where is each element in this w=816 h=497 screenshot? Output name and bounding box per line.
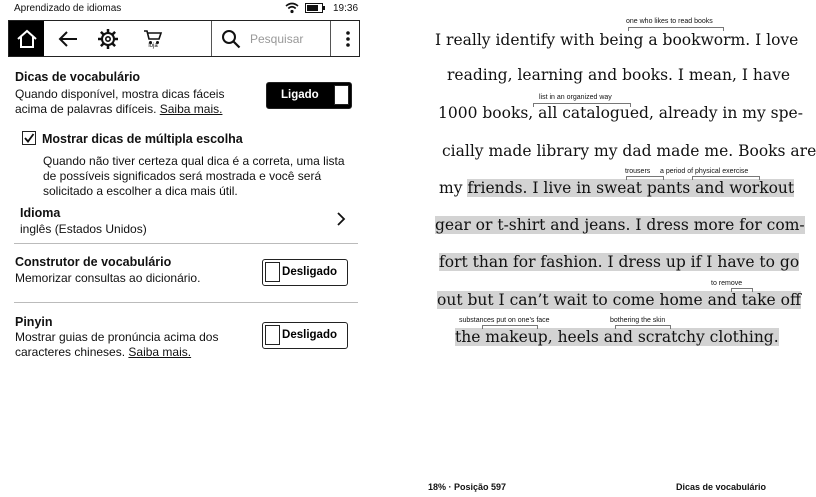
multiple-choice-desc-line3: solicitado a escolher a dica mais útil. bbox=[43, 184, 238, 198]
checkmark-icon bbox=[23, 132, 35, 144]
vocab-tips-desc-line2-text: acima de palavras difíceis. bbox=[15, 102, 157, 116]
vocab-hint: list in an organized way bbox=[539, 94, 612, 101]
highlighted-text[interactable]: friends. I live in sweat pants and workout bbox=[467, 179, 795, 197]
home-icon bbox=[16, 29, 38, 49]
vocab-builder-description: Memorizar consultas ao dicionário. bbox=[15, 271, 201, 285]
pinyin-description bbox=[15, 330, 218, 360]
book-page[interactable] bbox=[378, 0, 816, 497]
vocab-hint: trousers bbox=[625, 168, 651, 175]
vocab-hint: a period of physical exercise bbox=[660, 168, 749, 175]
store-label: loja bbox=[148, 42, 158, 49]
pinyin-toggle-label: Desligado bbox=[282, 329, 337, 341]
wifi-icon bbox=[285, 2, 299, 14]
vocab-tips-toggle[interactable] bbox=[266, 82, 352, 109]
chevron-right-icon[interactable] bbox=[336, 211, 346, 227]
book-line: 1000 books, all catalogued, already in my spe- bbox=[438, 104, 803, 122]
pinyin-title: Pinyin bbox=[15, 315, 53, 329]
hinted-word-bookworm[interactable]: bookworm bbox=[662, 31, 746, 49]
book-line bbox=[439, 253, 799, 271]
highlighted-text[interactable]: the makeup, heels and scratchy clothing. bbox=[455, 328, 779, 346]
hint-bracket bbox=[628, 27, 724, 31]
multiple-choice-checkbox[interactable] bbox=[22, 131, 36, 145]
vocab-builder-title: Construtor de vocabulário bbox=[15, 255, 172, 269]
footer-feature-label[interactable]: Dicas de vocabulário bbox=[676, 482, 767, 492]
hint-bracket bbox=[615, 325, 671, 329]
back-arrow-icon bbox=[57, 30, 79, 48]
vocab-tips-toggle-label: Ligado bbox=[281, 89, 319, 101]
search-placeholder: Pesquisar bbox=[250, 31, 304, 46]
vocab-hint: to remove bbox=[711, 280, 743, 287]
pinyin-desc-line1: Mostrar guias de pronúncia acima dos bbox=[15, 330, 219, 344]
more-menu-button[interactable] bbox=[336, 21, 360, 56]
highlighted-text[interactable]: fort than for fashion. I dress up if I have to go bbox=[439, 253, 800, 271]
toggle-knob bbox=[265, 262, 280, 282]
vocab-builder-toggle-label: Desligado bbox=[282, 266, 337, 278]
vocab-hint: substances put on one’s face bbox=[459, 317, 550, 324]
store-button[interactable] bbox=[133, 21, 173, 56]
vocab-tips-learn-more-link[interactable]: Saiba mais. bbox=[159, 102, 223, 116]
toggle-knob bbox=[334, 85, 349, 105]
back-button[interactable] bbox=[51, 21, 85, 56]
search-field[interactable] bbox=[211, 21, 331, 56]
divider bbox=[14, 302, 358, 303]
toolbar bbox=[8, 20, 360, 57]
book-line bbox=[435, 216, 805, 234]
status-time: 19:36 bbox=[333, 3, 359, 14]
pinyin-desc-line2 bbox=[15, 345, 218, 360]
vocab-builder-toggle[interactable] bbox=[262, 259, 348, 286]
settings-button[interactable] bbox=[91, 21, 125, 56]
multiple-choice-description bbox=[43, 154, 345, 199]
language-value: inglês (Estados Unidos) bbox=[20, 222, 147, 236]
hinted-word-catalogued[interactable]: catalogued bbox=[562, 104, 649, 122]
language-row[interactable] bbox=[14, 203, 358, 237]
battery-icon bbox=[305, 3, 325, 13]
home-button[interactable] bbox=[9, 21, 44, 56]
search-icon bbox=[221, 29, 241, 49]
settings-panel bbox=[0, 0, 372, 497]
highlighted-text[interactable]: gear or t-shirt and jeans. I dress more for com- bbox=[435, 216, 805, 234]
language-title: Idioma bbox=[20, 206, 61, 220]
book-line bbox=[437, 291, 801, 309]
hint-bracket bbox=[731, 288, 753, 292]
pinyin-learn-more-link[interactable]: Saiba mais. bbox=[128, 345, 192, 359]
toggle-knob bbox=[265, 325, 280, 345]
gear-icon bbox=[97, 28, 119, 50]
highlighted-text[interactable]: out but I can’t wait to come home and take off bbox=[437, 291, 801, 309]
status-bar bbox=[0, 0, 372, 19]
book-line: reading, learning and books. I mean, I have bbox=[447, 66, 791, 84]
book-line: my friends. I live in sweat pants and workout bbox=[439, 179, 795, 197]
vocab-tips-title: Dicas de vocabulário bbox=[15, 70, 141, 84]
book-line: I really identify with being a bookworm. I love bbox=[435, 31, 799, 49]
divider bbox=[14, 243, 358, 244]
multiple-choice-label[interactable]: Mostrar dicas de múltipla escolha bbox=[42, 132, 243, 146]
vocab-hint: one who likes to read books bbox=[626, 18, 713, 25]
reading-progress[interactable]: 18% · Posição 597 bbox=[428, 482, 507, 492]
hint-bracket bbox=[533, 103, 631, 107]
vocab-hint: bothering the skin bbox=[610, 317, 666, 324]
status-title: Aprendizado de idiomas bbox=[14, 3, 122, 14]
more-vertical-icon bbox=[346, 31, 350, 47]
multiple-choice-desc-line1: Quando não tiver certeza qual dica é a correta, uma lista bbox=[43, 154, 345, 168]
pinyin-toggle[interactable] bbox=[262, 322, 348, 349]
pinyin-desc-line2-text: caracteres chineses. bbox=[15, 345, 126, 359]
multiple-choice-desc-line2: de possíveis significados será mostrada e você será bbox=[43, 169, 322, 183]
hint-bracket bbox=[692, 176, 760, 180]
hint-bracket bbox=[626, 176, 664, 180]
vocab-tips-desc-line2 bbox=[15, 102, 224, 117]
hint-bracket bbox=[482, 325, 538, 329]
vocab-tips-desc-line1: Quando disponível, mostra dicas fáceis bbox=[15, 87, 225, 101]
book-line bbox=[455, 328, 779, 346]
vocab-tips-description bbox=[15, 87, 224, 117]
book-line: cially made library my dad made me. Books are bbox=[442, 142, 816, 160]
